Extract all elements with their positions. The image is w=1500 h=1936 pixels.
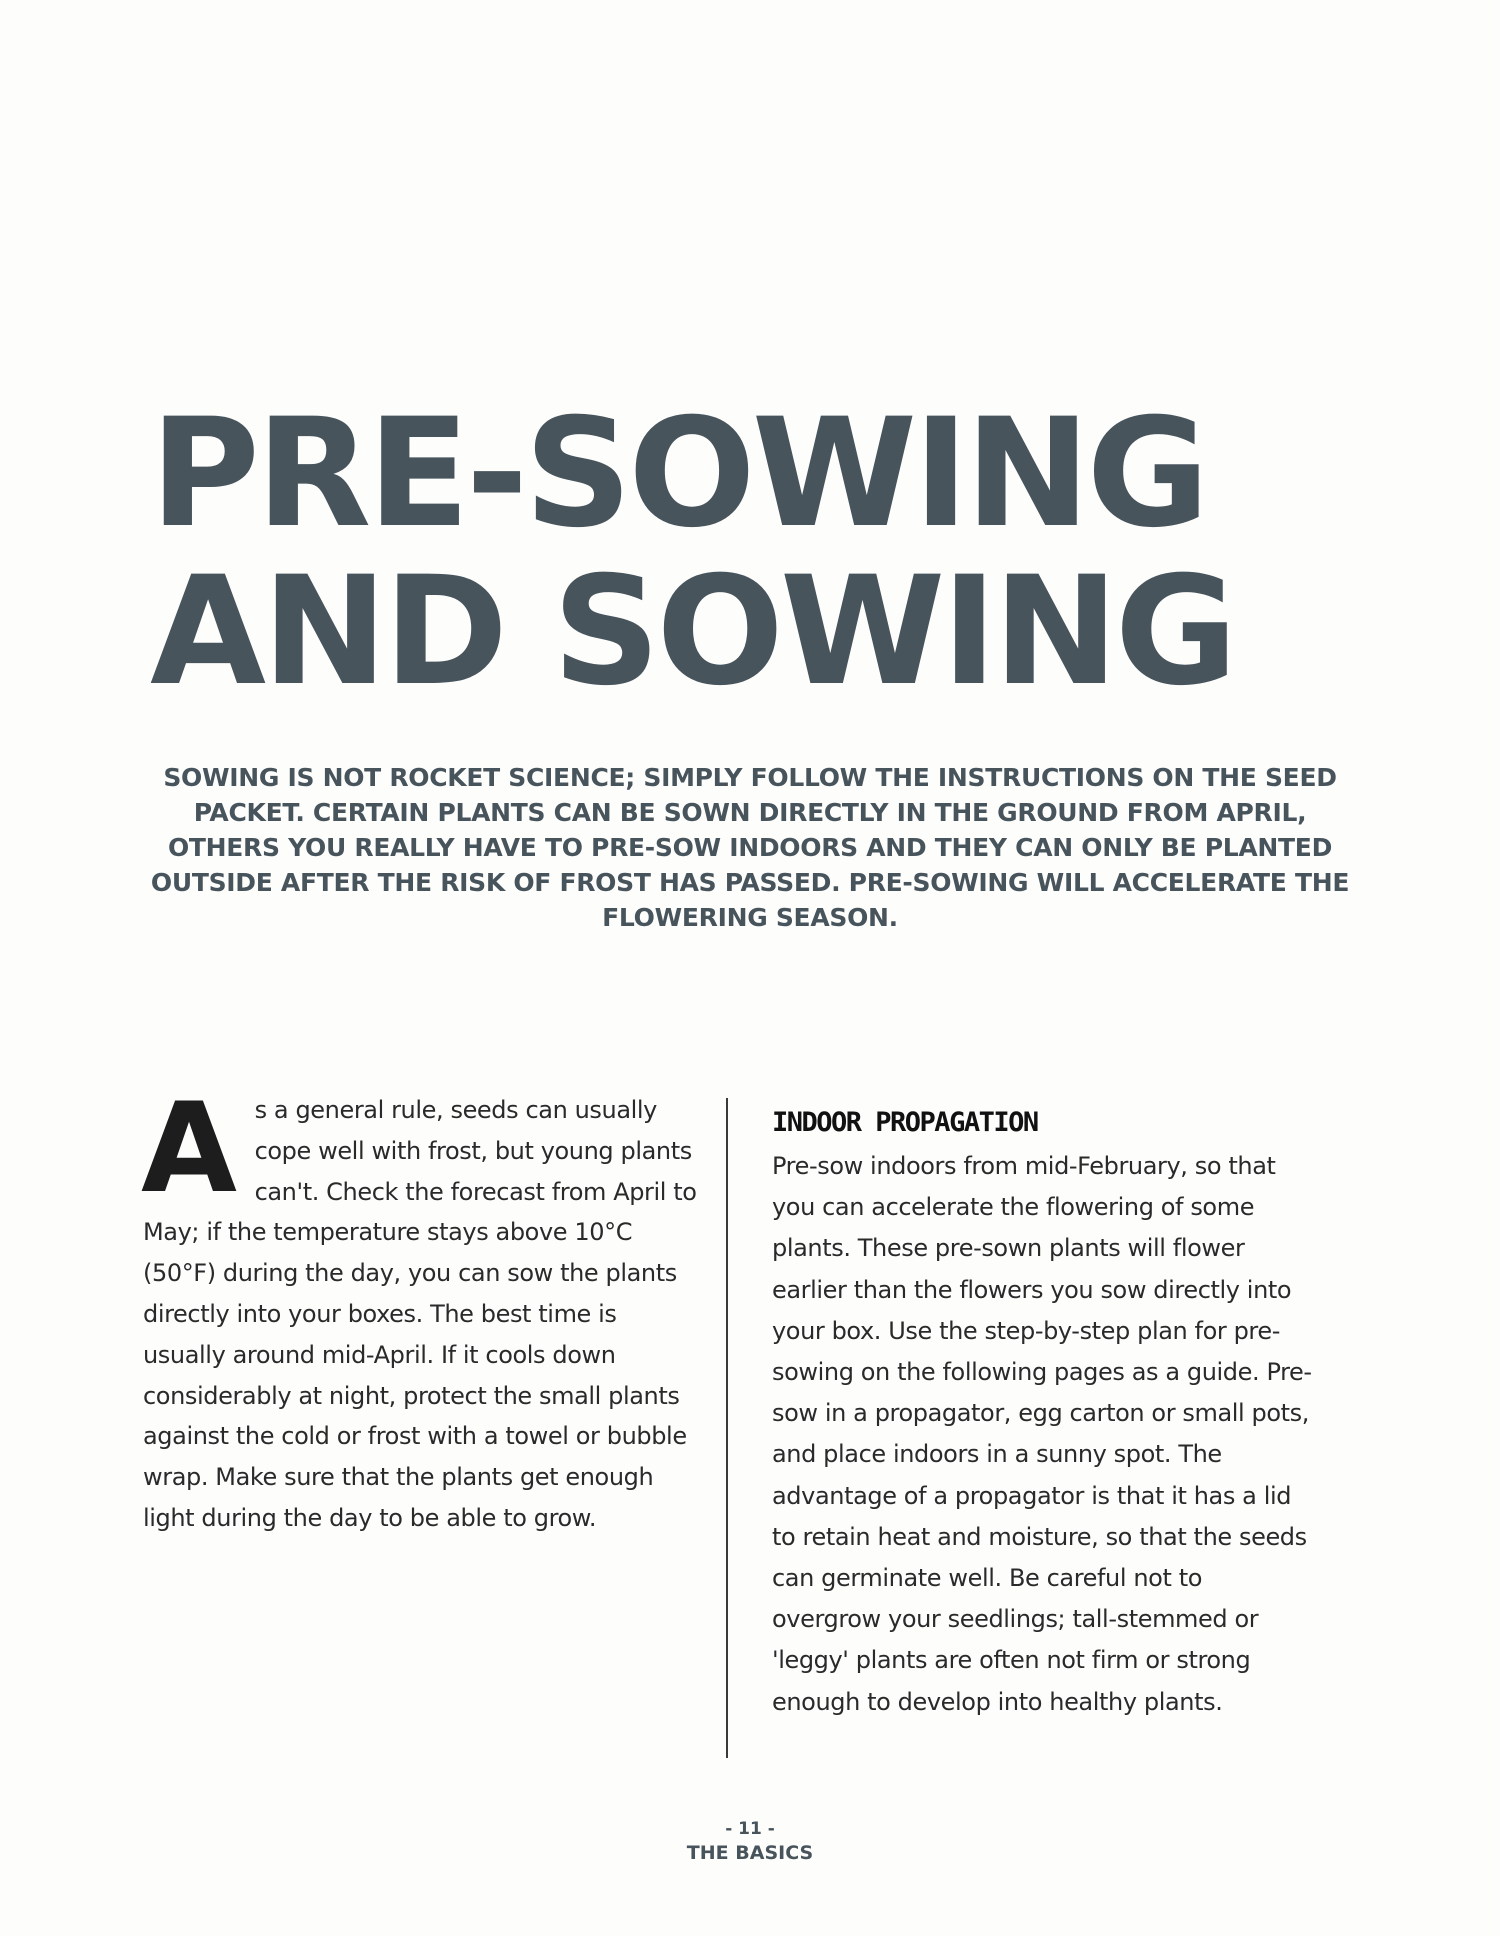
- section-heading: INDOOR PROPAGATION: [772, 1107, 1038, 1138]
- page-title: [150, 387, 1350, 719]
- left-column-body: s a general rule, seeds can usually cope well with frost, but young plants can't. Check the forecast from April to May; if the temperature stays above 10°C (50°F) during the day, you can sow the plants directly into your boxes. The best time is usually around mid-April. If it cools down considerably at night, protect the small plants against the cold or frost with a towel or bubble wrap. Make sure that the plants get enough light during the day to be able to grow.: [143, 1096, 697, 1532]
- page-number: - 11 -: [725, 1819, 775, 1839]
- column-divider: [726, 1098, 728, 1758]
- right-column: [772, 1106, 1312, 1723]
- intro-paragraph: SOWING IS NOT ROCKET SCIENCE; SIMPLY FOLLOW THE INSTRUCTIONS ON THE SEED PACKET. CERTAIN PLANTS CAN BE SOWN DIRECTLY IN THE GROUND FROM APRIL, OTHERS YOU REALLY HAVE TO PRE-SOW INDOORS AND THEY CAN ONLY BE PLANTED OUTSIDE AFTER THE RISK OF FROST HAS PASSED. PRE-SOWING WILL ACCELERATE THE FLOWERING SEASON.: [150, 763, 1350, 932]
- section-name: THE BASICS: [686, 1842, 814, 1864]
- drop-cap: A: [141, 1077, 237, 1221]
- left-column: [141, 1077, 698, 1539]
- title-line-2: AND SOWING: [150, 545, 1234, 719]
- title-line-1: PRE-SOWING: [150, 387, 1206, 561]
- page-footer: [600, 1818, 900, 1866]
- right-column-body: Pre-sow indoors from mid-February, so that you can accelerate the flowering of some plants. These pre-sown plants will flower earlier than the flowers you sow directly into your box. Use the step-by-step plan for pre-sowing on the following pages as a guide. Pre-sow in a propagator, egg carton or small pots, and place indoors in a sunny spot. The advantage of a propagator is that it has a lid to retain heat and moisture, so that the seeds can germinate well. Be careful not to overgrow your seedlings; tall-stemmed or 'leggy' plants are often not firm or strong enough to develop into healthy plants.: [772, 1152, 1312, 1716]
